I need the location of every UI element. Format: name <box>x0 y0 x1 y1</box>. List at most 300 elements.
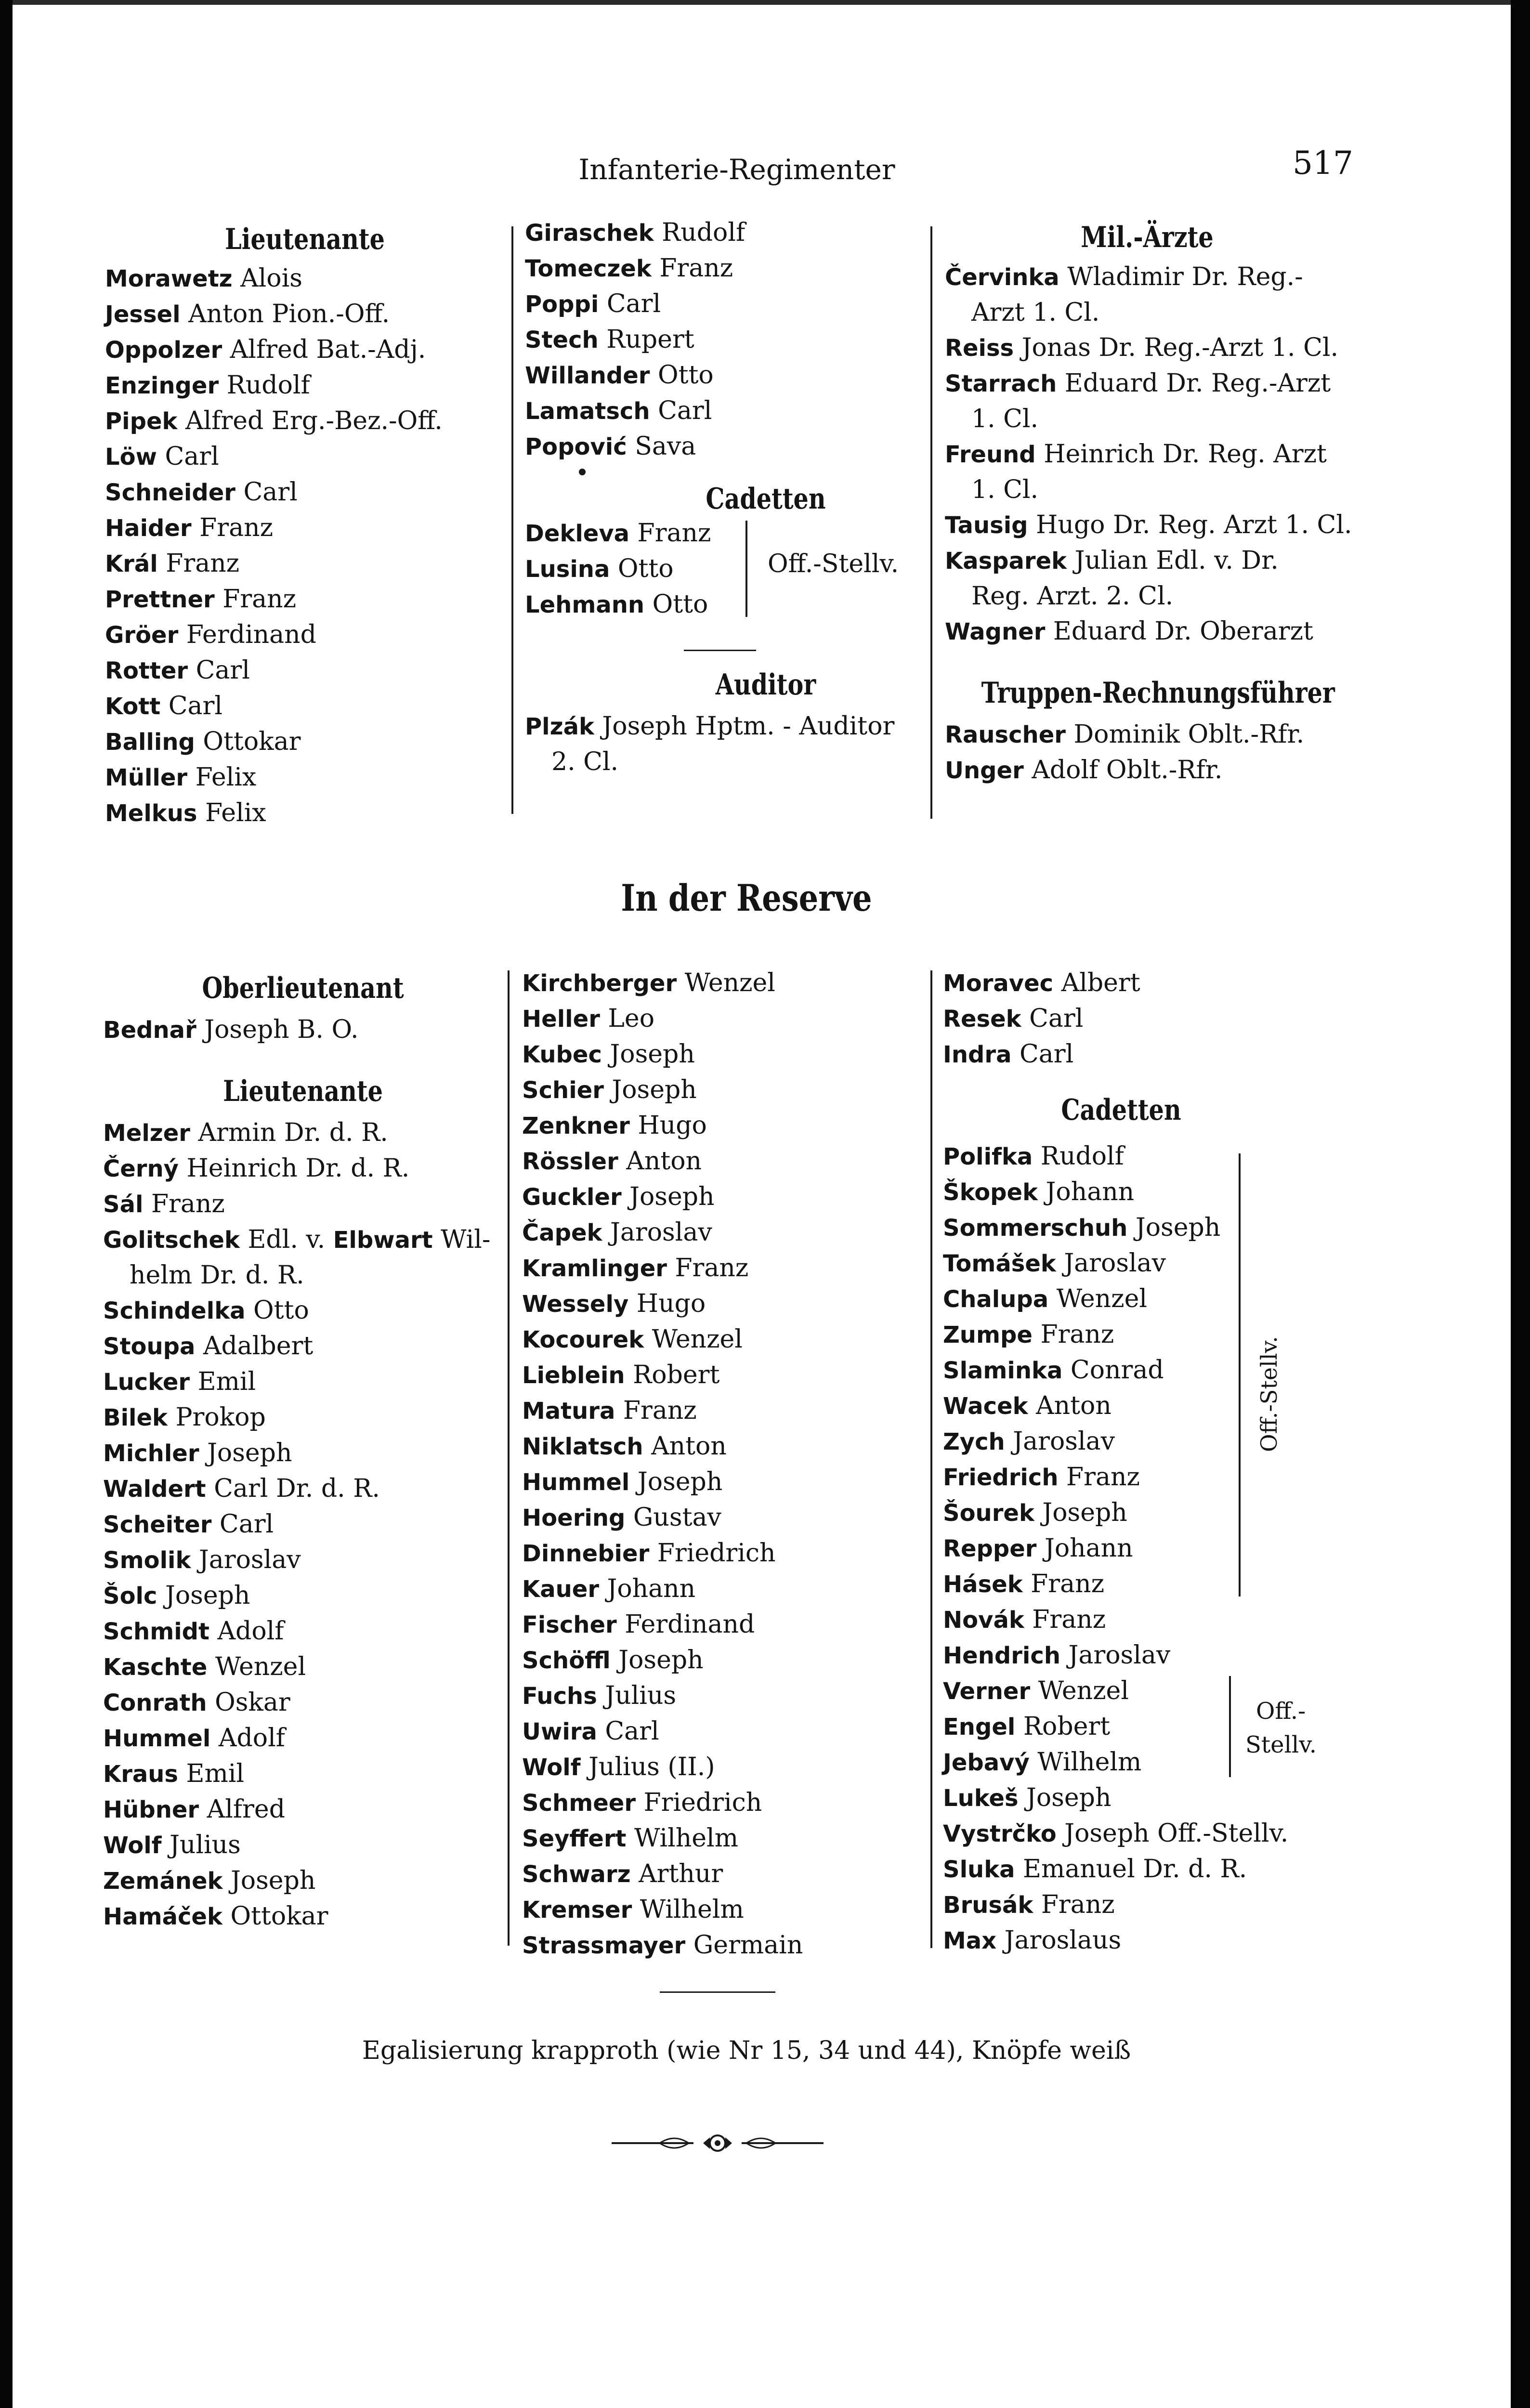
entry-name: Lamatsch <box>525 398 650 425</box>
entry-detail: Franz <box>1031 1570 1104 1598</box>
entry-name: Dinnebier <box>522 1540 650 1567</box>
column-rule <box>511 226 513 814</box>
entry-detail: Ottokar <box>203 727 301 756</box>
end-rule <box>660 1991 775 1993</box>
entry-detail: Johann <box>1045 1534 1133 1563</box>
entry-name: Strassmayer <box>522 1932 686 1959</box>
entry-detail: Eduard Dr. Oberarzt <box>1053 617 1313 646</box>
entry-name: Wolf <box>522 1754 581 1781</box>
entry-name: Michler <box>103 1440 199 1467</box>
entry-name: Dekleva <box>525 520 630 547</box>
list-entry <box>105 368 505 404</box>
list-entry <box>522 1465 927 1500</box>
entry-name: Hummel <box>522 1469 630 1496</box>
list-entry <box>103 1400 503 1436</box>
entry-name: Schmeer <box>522 1790 636 1817</box>
section-heading-truppen: Truppen-Rechnungsführer <box>981 676 1335 710</box>
entry-detail: Anton <box>626 1147 702 1176</box>
entry-name: Haider <box>105 515 192 542</box>
entry-detail: Franz <box>637 519 711 548</box>
entry-detail: Adolf <box>218 1724 285 1753</box>
entry-detail: Wenzel <box>1056 1284 1147 1313</box>
entry-detail: Joseph <box>610 1040 695 1069</box>
entry-name: Heller <box>522 1006 600 1033</box>
entry-detail: Joseph <box>230 1866 316 1895</box>
entry-detail: Franz <box>659 254 733 283</box>
short-rule <box>684 650 756 651</box>
entry-detail: Carl <box>243 478 298 507</box>
entry-name: Resek <box>943 1006 1021 1033</box>
list-entry <box>943 1495 1352 1531</box>
list-entry <box>522 966 927 1001</box>
mil-aerzte-list <box>945 260 1352 650</box>
entry-name: Lukeš <box>943 1785 1019 1812</box>
entry-detail: Eduard Dr. Reg.-Arzt <box>1064 369 1331 398</box>
list-entry <box>945 330 1349 366</box>
list-entry <box>103 1543 503 1578</box>
scan-right-edge <box>1511 0 1530 2408</box>
entry-detail: Carl <box>1019 1040 1074 1069</box>
entry-name: Seyffert <box>522 1825 627 1852</box>
list-entry <box>945 614 1349 650</box>
entry-detail: Armin Dr. d. R. <box>198 1118 388 1147</box>
entry-detail: Hugo <box>636 1289 706 1318</box>
list-entry <box>105 796 505 831</box>
section-heading-auditor: Auditor <box>715 668 816 702</box>
entry-detail: Rupert <box>606 325 694 354</box>
entry-name: Polifka <box>943 1143 1033 1170</box>
entry-name: Škopek <box>943 1179 1038 1206</box>
entry-detail: Friedrich <box>643 1788 762 1817</box>
entry-detail: Wladimir Dr. Reg.- <box>1067 262 1303 291</box>
reserve-title: In der Reserve <box>621 877 872 919</box>
entry-detail: Joseph <box>618 1646 704 1675</box>
entry-name: Lieblein <box>522 1362 625 1389</box>
reserve-col-2-list <box>522 966 927 1963</box>
list-entry <box>522 1785 927 1821</box>
entry-name: Wagner <box>945 618 1046 645</box>
entry-detail: Rudolf <box>226 371 310 400</box>
entry-name: Kott <box>105 693 161 720</box>
entry-name: Hásek <box>943 1571 1023 1598</box>
list-entry <box>943 1531 1352 1567</box>
entry-detail: Rudolf <box>1040 1142 1124 1171</box>
entry-detail: Franz <box>623 1396 697 1425</box>
list-entry <box>105 582 505 617</box>
entry-name: Zumpe <box>943 1322 1033 1348</box>
list-entry <box>105 653 505 689</box>
entry-detail: Franz <box>1041 1890 1115 1919</box>
entry-name: Červinka <box>945 264 1059 291</box>
entry-detail: Ferdinand <box>625 1610 755 1639</box>
list-entry <box>103 1578 503 1614</box>
entry-name: Lucker <box>103 1369 190 1396</box>
list-entry <box>105 724 505 760</box>
list-entry-continuation: 1. Cl. <box>971 405 1039 433</box>
entry-detail: Anton <box>1036 1391 1112 1420</box>
list-entry <box>945 260 1349 295</box>
entry-detail: Jaroslav <box>610 1218 712 1247</box>
page-number: 517 <box>1293 144 1353 182</box>
entry-name: Vystrčko <box>943 1820 1057 1847</box>
list-entry <box>105 510 505 546</box>
list-entry <box>105 760 505 796</box>
entry-detail: Carl <box>605 1717 659 1746</box>
entry-name: Bednař <box>103 1017 196 1044</box>
list-entry <box>522 1215 927 1251</box>
entry-detail: Wenzel <box>215 1652 306 1681</box>
entry-name: Kirchberger <box>522 970 677 997</box>
truppen-list <box>945 717 1349 788</box>
entry-name: Gröer <box>105 622 179 649</box>
list-entry <box>943 1353 1352 1388</box>
entry-name: Enzinger <box>105 372 219 399</box>
reserve-col-1 <box>103 964 503 1935</box>
list-entry <box>943 1638 1352 1674</box>
entry-name: Šourek <box>943 1500 1034 1527</box>
list-entry <box>103 1828 503 1863</box>
entry-name: Sommerschuh <box>943 1215 1128 1242</box>
entry-detail: Emanuel Dr. d. R. <box>1023 1855 1247 1884</box>
entry-name: Pipek <box>105 408 178 435</box>
entry-detail: Otto <box>657 361 714 390</box>
entry-name: Kubec <box>522 1041 602 1068</box>
entry-name: Verner <box>943 1678 1031 1705</box>
list-entry <box>105 332 505 368</box>
entry-name: Kasparek <box>945 548 1067 575</box>
small-bracket <box>1229 1676 1231 1777</box>
entry-name: Tomeczek <box>525 255 652 282</box>
entry-name: Giraschek <box>525 220 654 247</box>
list-entry <box>105 689 505 724</box>
bracket-label-vertical: Off.-Stellv. <box>1256 1336 1282 1452</box>
entry-detail: Anton <box>651 1432 727 1461</box>
entry-name: Tomášek <box>943 1250 1056 1277</box>
entry-detail: Wilhelm <box>1037 1748 1142 1777</box>
list-entry <box>943 1567 1352 1602</box>
entry-detail: Joseph Off.-Stellv. <box>1064 1819 1289 1848</box>
entry-name: Freund <box>945 441 1036 468</box>
entry-detail: Johann <box>1046 1178 1135 1206</box>
entry-detail: Joseph <box>207 1439 292 1467</box>
entry-name: Fuchs <box>522 1683 597 1710</box>
entry-name: Kaschte <box>103 1654 208 1681</box>
entry-name: Conrath <box>103 1689 207 1716</box>
list-entry <box>525 516 934 551</box>
entry-name: Müller <box>105 764 188 791</box>
list-entry <box>522 1001 927 1037</box>
cadetten-bracket <box>1239 1153 1241 1597</box>
column-rule <box>508 970 510 1946</box>
entry-detail: Ottokar <box>230 1902 328 1931</box>
list-entry <box>522 1750 927 1785</box>
entry-name: Slaminka <box>943 1357 1063 1384</box>
entry-detail: Franz <box>1066 1463 1140 1492</box>
entry-detail: Heinrich Dr. Reg. Arzt <box>1044 440 1327 469</box>
entry-name: Rotter <box>105 657 188 684</box>
list-entry <box>943 1887 1352 1923</box>
entry-detail: Heinrich Dr. d. R. <box>186 1154 410 1183</box>
entry-detail: Jaroslav <box>1013 1427 1115 1456</box>
list-entry <box>522 1821 927 1857</box>
entry-name: Golitschek <box>103 1227 240 1254</box>
entry-name: Willander <box>525 362 650 389</box>
top-col-3 <box>945 215 1352 788</box>
entry-detail: Wenzel <box>684 968 775 997</box>
entry-name: Indra <box>943 1041 1012 1068</box>
entry-detail: Franz <box>199 513 273 542</box>
top-col-2 <box>525 215 934 780</box>
lieutenante-list <box>105 261 505 831</box>
list-entry <box>103 1187 503 1222</box>
entry-name: Hendrich <box>943 1642 1061 1669</box>
entry-name: Sluka <box>943 1856 1015 1883</box>
list-entry <box>943 1139 1352 1175</box>
list-entry <box>945 717 1349 753</box>
list-entry <box>943 1210 1352 1246</box>
list-entry <box>105 617 505 653</box>
list-entry <box>943 1923 1352 1959</box>
list-entry <box>943 1388 1352 1424</box>
entry-detail: Otto <box>617 554 674 583</box>
list-entry <box>943 1602 1352 1638</box>
scan-left-edge <box>0 0 13 2408</box>
list-entry <box>522 1928 927 1963</box>
list-entry <box>525 358 934 393</box>
entry-name: Oppolzer <box>105 337 222 364</box>
list-entry <box>103 1899 503 1935</box>
entry-detail: Joseph <box>629 1182 715 1211</box>
entry-name: Niklatsch <box>522 1433 643 1460</box>
entry-name: Schneider <box>105 479 235 506</box>
section-heading-cadetten: Cadetten <box>706 482 826 516</box>
scan-top-edge <box>0 0 1530 5</box>
entry-detail: Hugo <box>638 1111 707 1140</box>
entry-detail: Prokop <box>175 1403 266 1432</box>
list-entry <box>943 1852 1352 1887</box>
entry-name: Wacek <box>943 1393 1028 1420</box>
list-entry <box>522 1322 927 1358</box>
list-entry <box>943 1424 1352 1460</box>
list-entry <box>943 966 1352 1001</box>
list-entry <box>105 261 505 297</box>
entry-detail: Friedrich <box>657 1539 776 1568</box>
entry-detail: Julian Edl. v. Dr. <box>1074 546 1279 575</box>
entry-detail: Carl <box>658 396 712 425</box>
entry-detail: Joseph B. O. <box>204 1015 359 1044</box>
list-entry <box>943 1037 1352 1073</box>
section-heading-reserve-lieutenante: Lieutenante <box>223 1074 383 1108</box>
entry-name: Hoering <box>522 1505 626 1531</box>
list-entry <box>522 1643 927 1678</box>
entry-name: Kremser <box>522 1897 632 1924</box>
entry-name: Zenkner <box>522 1112 630 1139</box>
entry-name: Sál <box>103 1191 144 1218</box>
entry-name: Kauer <box>522 1576 599 1603</box>
list-entry <box>103 1329 503 1364</box>
cadetten-group <box>525 516 934 623</box>
list-entry <box>522 1037 927 1073</box>
entry-name: Jebavý <box>943 1749 1030 1776</box>
top-col-2-list <box>525 215 934 465</box>
entry-name: Zych <box>943 1428 1005 1455</box>
entry-name: Stech <box>525 327 599 353</box>
list-entry <box>522 1108 927 1144</box>
entry-name: Guckler <box>522 1184 622 1211</box>
entry-name: Matura <box>522 1398 615 1425</box>
brace <box>745 521 747 617</box>
list-entry-continuation: 1. Cl. <box>971 475 1039 504</box>
list-entry <box>943 1175 1352 1210</box>
entry-detail: Johann <box>607 1574 696 1603</box>
entry-name: Brusák <box>943 1892 1033 1919</box>
entry-name: Čapek <box>522 1219 602 1246</box>
entry-detail: Carl <box>606 289 661 318</box>
list-entry <box>522 1678 927 1714</box>
entry-detail: Otto <box>652 590 708 619</box>
entry-detail: Jaroslaus <box>1004 1926 1122 1955</box>
entry-detail: Adolf <box>217 1617 284 1646</box>
entry-name: Unger <box>945 757 1024 784</box>
entry-detail: Julius <box>605 1681 677 1710</box>
list-entry <box>943 1780 1352 1816</box>
list-entry <box>522 1536 927 1571</box>
entry-detail: Robert <box>1023 1712 1111 1741</box>
list-entry <box>105 475 505 510</box>
entry-name: Kramlinger <box>522 1255 667 1282</box>
entry-name: Tausig <box>945 512 1028 539</box>
oberlieutenant-list <box>103 1012 503 1048</box>
entry-detail: Joseph <box>612 1075 697 1104</box>
entry-name-2: Elbwart <box>333 1227 433 1254</box>
entry-detail: Wenzel <box>1038 1676 1129 1705</box>
entry-detail: Alfred <box>207 1795 285 1824</box>
entry-name: Lehmann <box>525 591 645 618</box>
list-entry <box>103 1863 503 1899</box>
running-head: Infanterie-Regimenter <box>578 153 895 186</box>
auditor-entry-cont: 2. Cl. <box>551 747 619 776</box>
entry-name: Hummel <box>103 1725 211 1752</box>
list-entry <box>103 1721 503 1756</box>
list-entry <box>522 1393 927 1429</box>
entry-detail: Arthur <box>639 1859 723 1888</box>
small-bracket-label-1: Off.- <box>1256 1698 1306 1725</box>
list-entry <box>945 753 1349 788</box>
entry-detail: Rudolf <box>662 218 745 247</box>
reserve-col-3 <box>943 966 1352 1959</box>
column-rule <box>930 226 932 819</box>
entry-name: Stoupa <box>103 1333 196 1360</box>
entry-detail: Conrad <box>1070 1356 1164 1385</box>
entry-name: Engel <box>943 1714 1016 1741</box>
entry-detail: Carl <box>168 692 223 720</box>
entry-detail: Jaroslav <box>1064 1249 1166 1278</box>
list-entry <box>105 439 505 475</box>
list-entry <box>945 543 1349 579</box>
list-entry-continuation: helm Dr. d. R. <box>130 1261 304 1290</box>
entry-detail: Carl <box>1029 1004 1084 1033</box>
list-entry <box>105 404 505 439</box>
entry-name: Král <box>105 550 158 577</box>
entry-name: Melzer <box>103 1120 190 1147</box>
entry-name: Bilek <box>103 1404 168 1431</box>
entry-detail: Franz <box>151 1190 225 1218</box>
entry-name: Šolc <box>103 1583 157 1610</box>
list-entry <box>945 366 1349 402</box>
entry-detail: Carl Dr. d. R. <box>214 1474 380 1503</box>
entry-name: Černý <box>103 1155 179 1182</box>
auditor-entry: Plzák Joseph Hptm. - Auditor <box>525 712 895 741</box>
list-entry <box>525 587 934 623</box>
entry-name: Wolf <box>103 1832 162 1859</box>
entry-detail: Joseph <box>1026 1783 1112 1812</box>
entry-detail: Germain <box>693 1931 803 1960</box>
list-entry <box>525 429 934 465</box>
entry-detail: Alfred Bat.-Adj. <box>230 335 426 364</box>
section-heading-reserve-cadetten: Cadetten <box>1061 1093 1181 1127</box>
list-entry <box>943 1460 1352 1495</box>
list-entry <box>943 1816 1352 1852</box>
list-entry <box>103 1685 503 1721</box>
entry-name: Morawetz <box>105 265 233 292</box>
entry-detail: Otto <box>253 1296 309 1325</box>
entry-name: Lusina <box>525 556 610 583</box>
entry-detail: Franz <box>1040 1320 1114 1349</box>
bullet-mark <box>525 465 934 482</box>
entry-detail: Franz <box>166 549 240 578</box>
list-entry <box>103 1012 503 1048</box>
list-entry <box>103 1649 503 1685</box>
entry-name: Zemánek <box>103 1868 223 1895</box>
entry-detail: Leo <box>608 1004 655 1033</box>
entry-detail: Emil <box>186 1759 245 1788</box>
entry-name: Schmidt <box>103 1618 209 1645</box>
list-entry <box>103 1436 503 1471</box>
entry-name: Melkus <box>105 800 197 827</box>
list-entry <box>103 1222 503 1258</box>
entry-detail: Felix <box>195 763 257 792</box>
entry-name: Popović <box>525 433 627 460</box>
list-entry <box>103 1293 503 1329</box>
entry-name: Schwarz <box>522 1861 631 1888</box>
entry-detail: Gustav <box>633 1503 721 1532</box>
list-entry <box>525 393 934 429</box>
entry-detail: Carl <box>196 656 250 685</box>
list-entry-continuation: Reg. Arzt. 2. Cl. <box>971 582 1174 611</box>
reserve-cadetten-list <box>943 1139 1352 1959</box>
list-entry <box>522 1251 927 1286</box>
entry-detail: Alois <box>240 264 302 293</box>
list-entry <box>522 1892 927 1928</box>
list-entry <box>522 1179 927 1215</box>
list-entry <box>945 437 1349 472</box>
entry-detail: Joseph <box>1135 1213 1221 1242</box>
entry-detail: Carl <box>219 1510 274 1539</box>
list-entry <box>103 1507 503 1543</box>
entry-detail-2: Wil- <box>441 1225 491 1254</box>
list-entry <box>943 1001 1352 1037</box>
entry-name: Hübner <box>103 1796 199 1823</box>
entry-detail: Dominik Oblt.-Rfr. <box>1073 720 1305 749</box>
entry-detail: Julius <box>170 1831 241 1859</box>
entry-detail: Franz <box>1032 1605 1106 1634</box>
entry-detail: Emil <box>197 1367 256 1396</box>
entry-detail: Joseph <box>637 1467 723 1496</box>
column-rule <box>930 970 932 1948</box>
entry-name: Rauscher <box>945 721 1066 748</box>
list-entry-continuation: Arzt 1. Cl. <box>971 298 1100 327</box>
reserve-col-2 <box>522 966 927 1963</box>
